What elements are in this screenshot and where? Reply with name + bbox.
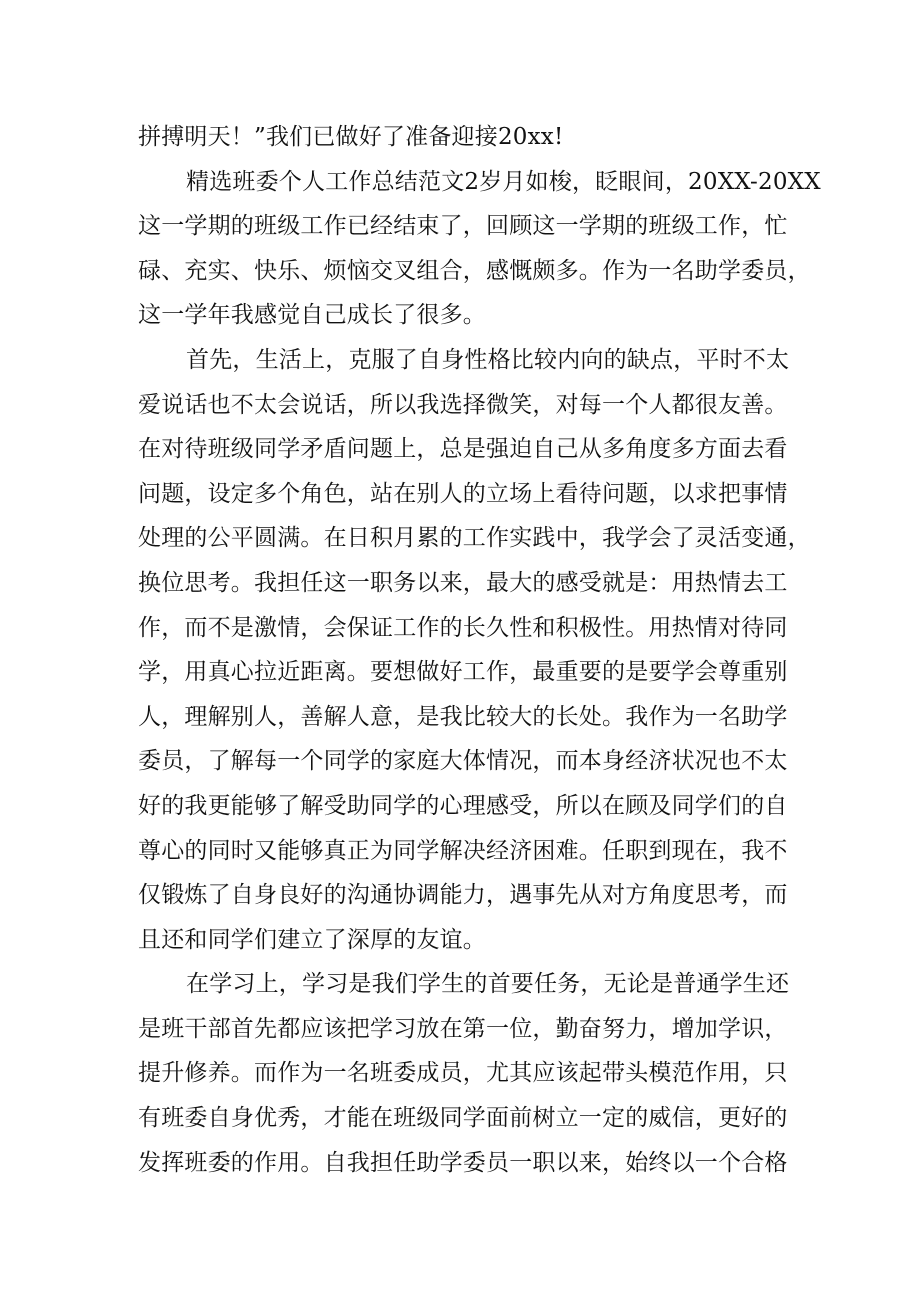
text-line: 这一学年我感觉自己成长了很多。	[138, 302, 486, 329]
text-line: 尊心的同时又能够真正为同学解决经济困难。任职到现在，我不	[138, 837, 788, 864]
text-line: 学，用真心拉近距离。要想做好工作，最重要的是要学会尊重别	[138, 659, 788, 686]
text-line: 拼搏明天！”我们已做好了准备迎接20xx!	[138, 124, 564, 150]
text-line: 处理的公平圆满。在日积月累的工作实践中，我学会了灵活变通，	[138, 525, 811, 552]
text-line: 委员，了解每一个同学的家庭大体情况，而本身经济状况也不太	[138, 748, 788, 775]
text-line: 爱说话也不太会说话，所以我选择微笑，对每一个人都很友善。	[138, 391, 788, 418]
text-line: 是班干部首先都应该把学习放在第一位，勤奋努力，增加学识，	[138, 1015, 788, 1042]
text-line: 好的我更能够了解受助同学的心理感受，所以在顾及同学们的自	[138, 792, 788, 819]
text-line: 且还和同学们建立了深厚的友谊。	[138, 926, 486, 953]
paragraph-start-line: 首先，生活上，克服了自身性格比较内向的缺点，平时不太	[186, 346, 790, 373]
text-line: 碌、充实、快乐、烦恼交叉组合，感慨颇多。作为一名助学委员，	[138, 257, 811, 284]
text-line: 换位思考。我担任这一职务以来，最大的感受就是：用热情去工	[138, 569, 788, 596]
text-line: 提升修养。而作为一名班委成员，尤其应该起带头模范作用，只	[138, 1060, 788, 1087]
paragraph-start-line: 在学习上，学习是我们学生的首要任务，无论是普通学生还	[186, 971, 790, 998]
text-line: 有班委自身优秀，才能在班级同学面前树立一定的威信，更好的	[138, 1105, 788, 1132]
text-line: 在对待班级同学矛盾问题上，总是强迫自己从多角度多方面去看	[138, 436, 788, 463]
text-line: 人，理解别人，善解人意，是我比较大的长处。我作为一名助学	[138, 703, 788, 730]
text-line: 这一学期的班级工作已经结束了，回顾这一学期的班级工作，忙	[138, 213, 788, 240]
text-line: 问题，设定多个角色，站在别人的立场上看待问题，以求把事情	[138, 480, 788, 507]
document-body	[138, 115, 821, 1185]
text-line: 作，而不是激情，会保证工作的长久性和积极性。用热情对待同	[138, 614, 788, 641]
paragraph-start-line: 精选班委个人工作总结范文2岁月如梭，眨眼间，20XX-20XX	[186, 168, 821, 195]
text-line: 仅锻炼了自身良好的沟通协调能力，遇事先从对方角度思考，而	[138, 882, 788, 909]
text-line: 发挥班委的作用。自我担任助学委员一职以来，始终以一个合格	[138, 1149, 788, 1176]
